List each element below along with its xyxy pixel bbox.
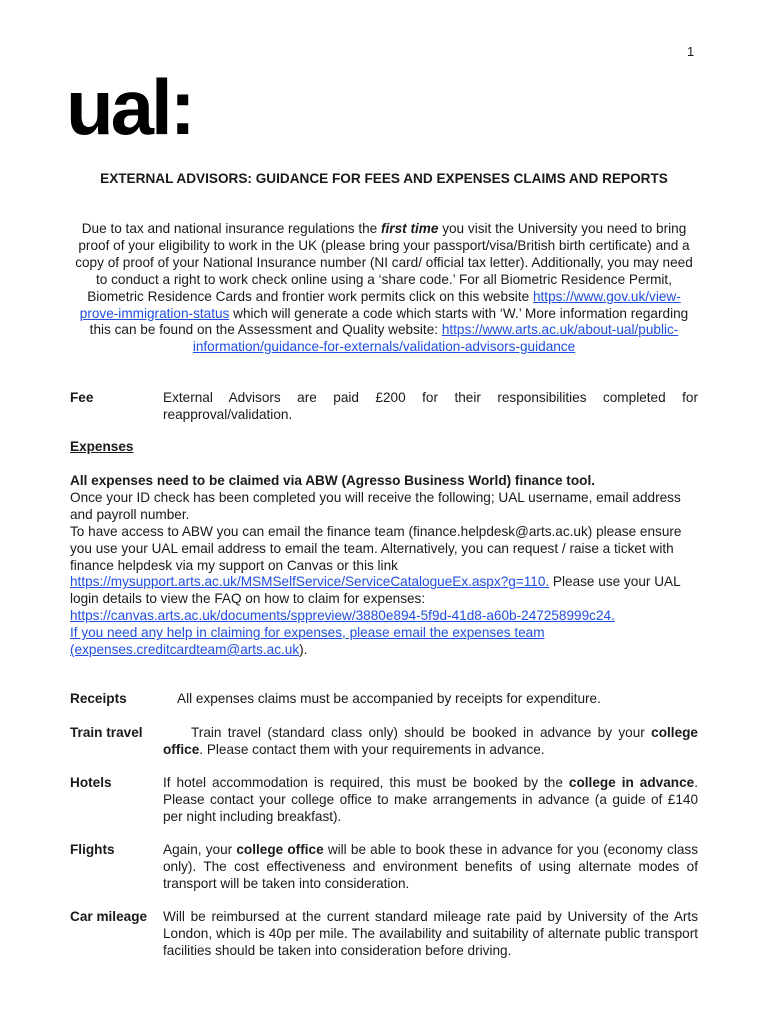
train-text-pre: Train travel (standard class only) should be booked in advance by your [191,725,652,740]
hotels-section [70,775,698,826]
car-mileage-section [70,909,698,960]
hotels-bold: college in advance [568,775,695,790]
fee-section [70,390,698,424]
email-close-text: ). [299,642,308,658]
receipts-label: Receipts [70,691,127,706]
train-label: Train travel [70,725,143,740]
fee-label: Fee [70,390,94,405]
mysupport-link[interactable]: https://mysupport.arts.ac.uk/MSMSelfService/ServiceCatalogueEx.aspx?g=110. [70,574,550,590]
hotels-text-post: . Please contact your college office to make arrangements in advance (a guide of £140 per night including breakfast). [163,775,698,824]
expenses-help-link[interactable]: If you need any help in claiming for expenses, please email the expenses team [70,625,545,641]
receipts-text: All expenses claims must be accompanied by receipts for expenditure. [177,691,601,706]
flights-text-post: will be able to book these in advance for you (economy class only). The cost effectiveness and environment benefits of using alternate modes of transport will be taken into consideration. [163,842,698,891]
expenses-access-text: Please use your UAL login details to view the FAQ on how to claim for expenses: [70,574,681,607]
hotels-text-pre: If hotel accommodation is required, this must be booked by the [163,775,569,790]
validation-guidance-link[interactable]: https://www.arts.ac.uk/about-ual/public-information/guidance-for-externals/validation-advisors-guidance [192,322,679,355]
intro-paragraph [70,221,698,356]
flights-text-pre: Again, your [163,842,237,857]
expenses-heading: Expenses [70,439,134,454]
canvas-faq-link[interactable]: https://canvas.arts.ac.uk/documents/sppreview/3880e894-5f9d-41d8-a60b-247258999c24. [70,608,615,624]
flights-text [163,842,698,893]
page-number: 1 [687,44,695,59]
train-section [70,725,698,759]
document-title: EXTERNAL ADVISORS: GUIDANCE FOR FEES AND EXPENSES CLAIMS AND REPORTS [100,171,668,186]
expenses-bold-line: All expenses need to be claimed via ABW (Agresso Business World) finance tool. [70,473,595,488]
car-mileage-label: Car mileage [70,909,148,924]
expenses-access-paragraph [70,524,698,659]
expenses-access-text: To have access to ABW you can email the finance team (finance.helpdesk@arts.ac.uk) please ensure you use your UAL email address to email the team. Alternatively, you can request / raise a ticket with finance helpdesk via my support on Canvas or this link [70,523,682,573]
intro-text: which will generate a code which starts with ‘W.’ More information regarding this can be found on the Assessment and Quality website: [89,305,689,338]
train-bold: college office [163,725,698,757]
expenses-id-check-text: Once your ID check has been completed you will receive the following; UAL username, email address and payroll number. [70,489,681,522]
immigration-status-link[interactable]: https://www.gov.uk/view-prove-immigration-status [79,288,681,321]
hotels-label: Hotels [70,775,112,790]
flights-label: Flights [70,842,115,857]
car-mileage-text: Will be reimbursed at the current standard mileage rate paid by University of the Arts London, which is 40p per mile. The availability and suitability of alternate public transport facilities should be taken into consideration before driving. [163,909,698,958]
intro-emphasis: first time [381,221,439,236]
fee-text: External Advisors are paid £200 for their responsibilities completed for reapproval/validation. [163,390,698,422]
flights-section [70,842,698,893]
expenses-section [70,473,698,659]
train-text-post: . Please contact them with your requirements in advance. [199,741,545,757]
flights-bold: college office [236,842,324,857]
expenses-email-link[interactable]: (expenses.creditcardteam@arts.ac.uk [70,642,300,658]
intro-text: Due to tax and national insurance regulations the [81,221,381,236]
hotels-text [163,775,698,826]
train-text [163,725,698,759]
ual-logo: ual: [66,63,193,151]
intro-text: you visit the University you need to bring proof of your eligibility to work in the UK (please bring your passport/visa/British birth certificate) and a copy of proof of your National Insurance number (NI card/ official tax letter). Additionally, you may need to conduct a right to work check online using a ‘share code.’ For all Biometric Residence Permit, Biometric Residence Cards and frontier work permits click on this website [75,221,693,304]
